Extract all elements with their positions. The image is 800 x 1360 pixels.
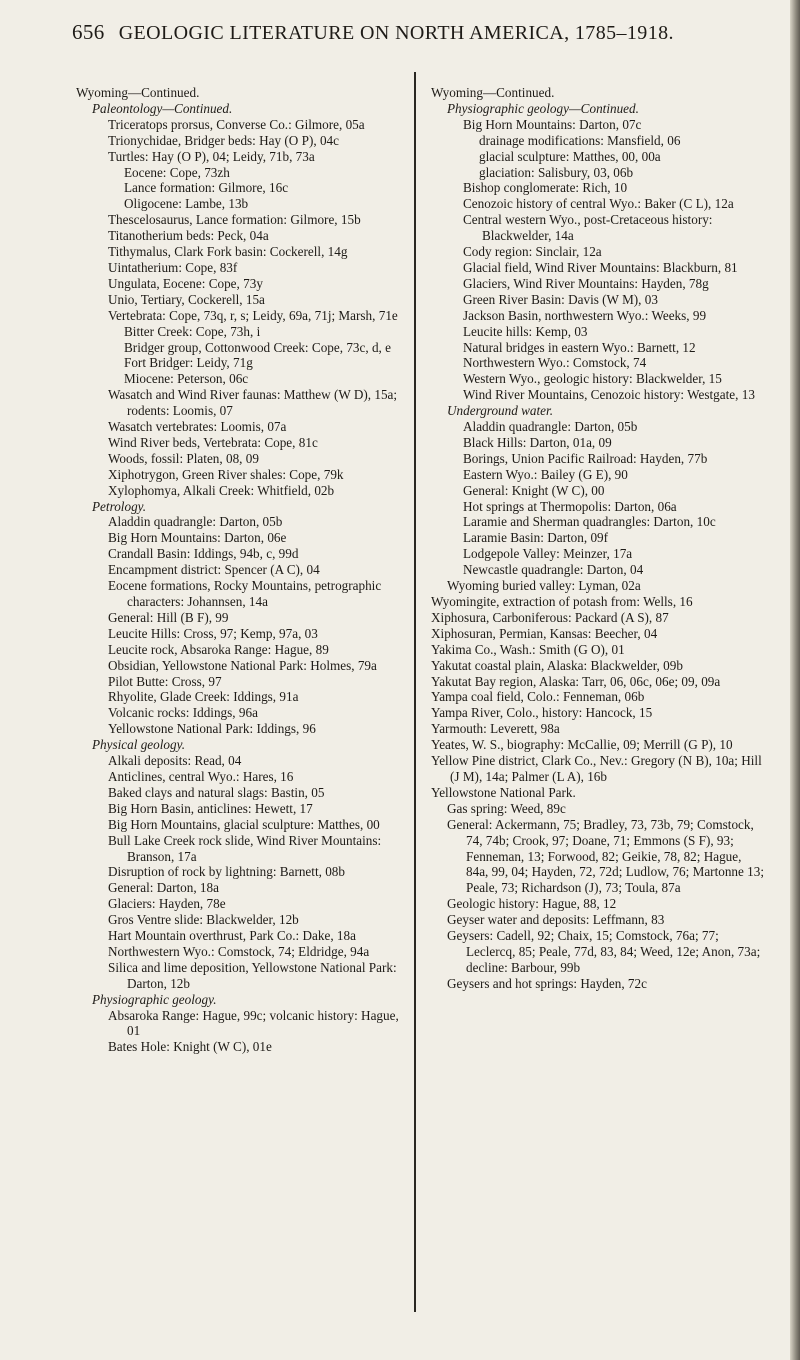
index-entry: Aladdin quadrangle: Darton, 05b: [463, 419, 638, 435]
index-entry: General: Knight (W C), 00: [463, 482, 605, 498]
index-entry: Northwestern Wyo.: Comstock, 74; Eldridge, 94a: [108, 943, 370, 959]
index-entry: Big Horn Mountains: Darton, 07c: [463, 116, 642, 132]
index-entry: Wyoming buried valley: Lyman, 02a: [447, 578, 641, 594]
index-entry: Lodgepole Valley: Meinzer, 17a: [463, 546, 633, 562]
index-entry: Yampa coal field, Colo.: Fenneman, 06b: [431, 689, 645, 705]
section-heading: Physical geology.: [92, 737, 186, 753]
page-number: 656: [72, 20, 105, 44]
right-column: [431, 85, 766, 992]
index-entry: Eastern Wyo.: Bailey (G E), 90: [463, 466, 628, 482]
index-entry: Borings, Union Pacific Railroad: Hayden, 77b: [463, 450, 708, 466]
index-entry: Bates Hole: Knight (W C), 01e: [108, 1039, 272, 1055]
index-entry: Aladdin quadrangle: Darton, 05b: [108, 514, 283, 530]
index-entry: Volcanic rocks: Iddings, 96a: [108, 705, 258, 721]
index-entry: Laramie Basin: Darton, 09f: [463, 530, 609, 546]
index-entry: Northwestern Wyo.: Comstock, 74: [463, 355, 647, 371]
index-entry: Pilot Butte: Cross, 97: [108, 673, 222, 689]
index-entry: Turtles: Hay (O P), 04; Leidy, 71b, 73a: [108, 148, 315, 164]
section-heading: Paleontology—Continued.: [92, 100, 233, 116]
index-entry: Yampa River, Colo., history: Hancock, 15: [431, 705, 653, 721]
index-entry: Lance formation: Gilmore, 16c: [124, 180, 289, 196]
index-entry: Tithymalus, Clark Fork basin: Cockerell, 14g: [108, 244, 348, 260]
index-entry: Newcastle quadrangle: Darton, 04: [463, 562, 644, 578]
index-entry: Titanotherium beds: Peck, 04a: [108, 228, 269, 244]
index-entry: Bridger group, Cottonwood Creek: Cope, 73c, d, e: [124, 339, 392, 355]
index-entry: Yakutat Bay region, Alaska: Tarr, 06, 06c, 06e; 09, 09a: [431, 673, 721, 689]
index-entry: Silica and lime deposition, Yellowstone National Park: Darton, 12b: [108, 959, 397, 991]
index-entry: Wind River Mountains, Cenozoic history: Westgate, 13: [463, 387, 755, 403]
index-entry: Uintatherium: Cope, 83f: [108, 259, 238, 275]
index-entry: Black Hills: Darton, 01a, 09: [463, 434, 612, 450]
index-entry: Woods, fossil: Platen, 08, 09: [108, 450, 259, 466]
index-entry: Wasatch vertebrates: Loomis, 07a: [108, 419, 287, 435]
index-entry: Glacial field, Wind River Mountains: Blackburn, 81: [463, 259, 738, 275]
index-entry: Eocene: Cope, 73zh: [124, 164, 230, 180]
index-entry: Xiphotrygon, Green River shales: Cope, 79k: [108, 466, 344, 482]
index-entry: General: Darton, 18a: [108, 880, 219, 896]
index-entry: Laramie and Sherman quadrangles: Darton, 10c: [463, 514, 716, 530]
index-entry: Leucite hills: Kemp, 03: [463, 323, 588, 339]
index-entry: Absaroka Range: Hague, 99c; volcanic history: Hague, 01: [108, 1007, 399, 1039]
index-entry: drainage modifications: Mansfield, 06: [479, 132, 681, 148]
index-entry: Triceratops prorsus, Converse Co.: Gilmore, 05a: [108, 116, 365, 132]
index-entry: Natural bridges in eastern Wyo.: Barnett, 12: [463, 339, 696, 355]
section-heading: Petrology.: [92, 498, 147, 514]
index-entry: Geyser water and deposits: Leffmann, 83: [447, 912, 665, 928]
index-entry: Gas spring: Weed, 89c: [447, 800, 566, 816]
index-entry: Big Horn Basin, anticlines: Hewett, 17: [108, 800, 313, 816]
index-entry: Xiphosura, Carboniferous: Packard (A S), 87: [431, 609, 669, 625]
index-entry: Geysers: Cadell, 92; Chaix, 15; Comstock, 76a; 77; Leclercq, 85; Peale, 77d, 83, 84; Weed, 12e; Anon, 73a; decline: Barbour, 99b: [447, 928, 761, 975]
index-entry: Wyoming—Continued.: [431, 85, 555, 100]
index-entry: Geologic history: Hague, 88, 12: [447, 896, 617, 912]
index-entry: Encampment district: Spencer (A C), 04: [108, 562, 320, 578]
section-heading: Underground water.: [447, 403, 553, 419]
index-entry: Green River Basin: Davis (W M), 03: [463, 291, 658, 307]
index-entry: Wind River beds, Vertebrata: Cope, 81c: [108, 434, 318, 450]
index-entry: Leucite rock, Absaroka Range: Hague, 89: [108, 641, 329, 657]
index-entry: Bishop conglomerate: Rich, 10: [463, 180, 628, 196]
index-entry: Western Wyo., geologic history: Blackwelder, 15: [463, 371, 722, 387]
index-entry: Wasatch and Wind River faunas: Matthew (W D), 15a; rodents: Loomis, 07: [108, 387, 398, 419]
index-entry: Baked clays and natural slags: Bastin, 05: [108, 784, 325, 800]
index-entry: General: Hill (B F), 99: [108, 609, 229, 625]
index-entry: Alkali deposits: Read, 04: [108, 753, 242, 769]
column-divider: [414, 72, 416, 1312]
index-entry: Yellowstone National Park: Iddings, 96: [108, 721, 316, 737]
section-heading: Physiographic geology—Continued.: [447, 100, 639, 116]
index-entry: Cenozoic history of central Wyo.: Baker (C L), 12a: [463, 196, 734, 212]
index-entry: Thescelosaurus, Lance formation: Gilmore, 15b: [108, 212, 361, 228]
index-entry: Yarmouth: Leverett, 98a: [431, 721, 560, 737]
index-entry: Xiphosuran, Permian, Kansas: Beecher, 04: [431, 625, 658, 641]
index-entry: Oligocene: Lambe, 13b: [124, 196, 249, 212]
index-entry: Unio, Tertiary, Cockerell, 15a: [108, 291, 265, 307]
index-entry: Miocene: Peterson, 06c: [124, 371, 249, 387]
page-running-title: GEOLOGIC LITERATURE ON NORTH AMERICA, 1785–1918.: [118, 22, 674, 44]
index-entry: Yakima Co., Wash.: Smith (G O), 01: [431, 641, 625, 657]
index-entry: Ungulata, Eocene: Cope, 73y: [108, 275, 263, 291]
index-entry: Yellow Pine district, Clark Co., Nev.: Gregory (N B), 10a; Hill (J M), 14a; Palmer (L A), 16b: [431, 753, 762, 784]
index-entry: Fort Bridger: Leidy, 71g: [124, 355, 253, 371]
page-header: [72, 20, 782, 45]
index-entry: Wyomingite, extraction of potash from: Wells, 16: [431, 594, 693, 609]
index-entry: Leucite Hills: Cross, 97; Kemp, 97a, 03: [108, 625, 318, 641]
index-entry: glacial sculpture: Matthes, 00, 00a: [479, 148, 661, 164]
section-heading: Physiographic geology.: [92, 991, 217, 1007]
index-entry: Glaciers, Wind River Mountains: Hayden, 78g: [463, 275, 709, 291]
index-entry: Hot springs at Thermopolis: Darton, 06a: [463, 498, 677, 514]
index-entry: Bitter Creek: Cope, 73h, i: [124, 323, 261, 339]
page-binding-edge: [790, 0, 800, 1360]
index-entry: Bull Lake Creek rock slide, Wind River Mountains: Branson, 17a: [108, 832, 382, 864]
left-column: [76, 85, 411, 1055]
index-entry: Big Horn Mountains: Darton, 06e: [108, 530, 287, 546]
index-entry: Big Horn Mountains, glacial sculpture: Matthes, 00: [108, 816, 380, 832]
index-entry: Disruption of rock by lightning: Barnett, 08b: [108, 864, 345, 880]
index-entry: Gros Ventre slide: Blackwelder, 12b: [108, 912, 299, 928]
index-entry: Yakutat coastal plain, Alaska: Blackwelder, 09b: [431, 657, 683, 673]
index-entry: Central western Wyo., post-Cretaceous history: Blackwelder, 14a: [463, 212, 713, 244]
index-entry: Wyoming—Continued.: [76, 85, 200, 100]
index-entry: Yellowstone National Park.: [431, 784, 576, 800]
index-entry: Eocene formations, Rocky Mountains, petrographic characters: Johannsen, 14a: [108, 578, 382, 609]
index-entry: General: Ackermann, 75; Bradley, 73, 73b, 79; Comstock, 74, 74b; Crook, 97; Doane, 71; Emmons (S F), 93; Fenneman, 13; Forwood, 82; Geikie, 78, 82; Hague, 84a, 99, 04; Hayden, 72, 72d; Ludlow, 76; Martonne 13; Peale, 73; Richardson (J), 73; Toula, 87a: [447, 816, 765, 896]
index-entry: Glaciers: Hayden, 78e: [108, 896, 226, 912]
index-entry: Geysers and hot springs: Hayden, 72c: [447, 975, 647, 991]
index-entry: Xylophomya, Alkali Creek: Whitfield, 02b: [108, 482, 335, 498]
index-entry: Cody region: Sinclair, 12a: [463, 244, 602, 260]
index-entry: glaciation: Salisbury, 03, 06b: [479, 164, 634, 180]
index-entry: Trionychidae, Bridger beds: Hay (O P), 04c: [108, 132, 339, 148]
index-entry: Rhyolite, Glade Creek: Iddings, 91a: [108, 689, 299, 705]
index-entry: Yeates, W. S., biography: McCallie, 09; Merrill (G P), 10: [431, 737, 733, 753]
index-entry: Hart Mountain overthrust, Park Co.: Dake, 18a: [108, 928, 356, 944]
index-entry: Jackson Basin, northwestern Wyo.: Weeks, 99: [463, 307, 707, 323]
index-entry: Anticlines, central Wyo.: Hares, 16: [108, 768, 294, 784]
index-entry: Obsidian, Yellowstone National Park: Holmes, 79a: [108, 657, 377, 673]
index-entry: Vertebrata: Cope, 73q, r, s; Leidy, 69a, 71j; Marsh, 71e: [108, 307, 398, 323]
index-entry: Crandall Basin: Iddings, 94b, c, 99d: [108, 546, 299, 562]
